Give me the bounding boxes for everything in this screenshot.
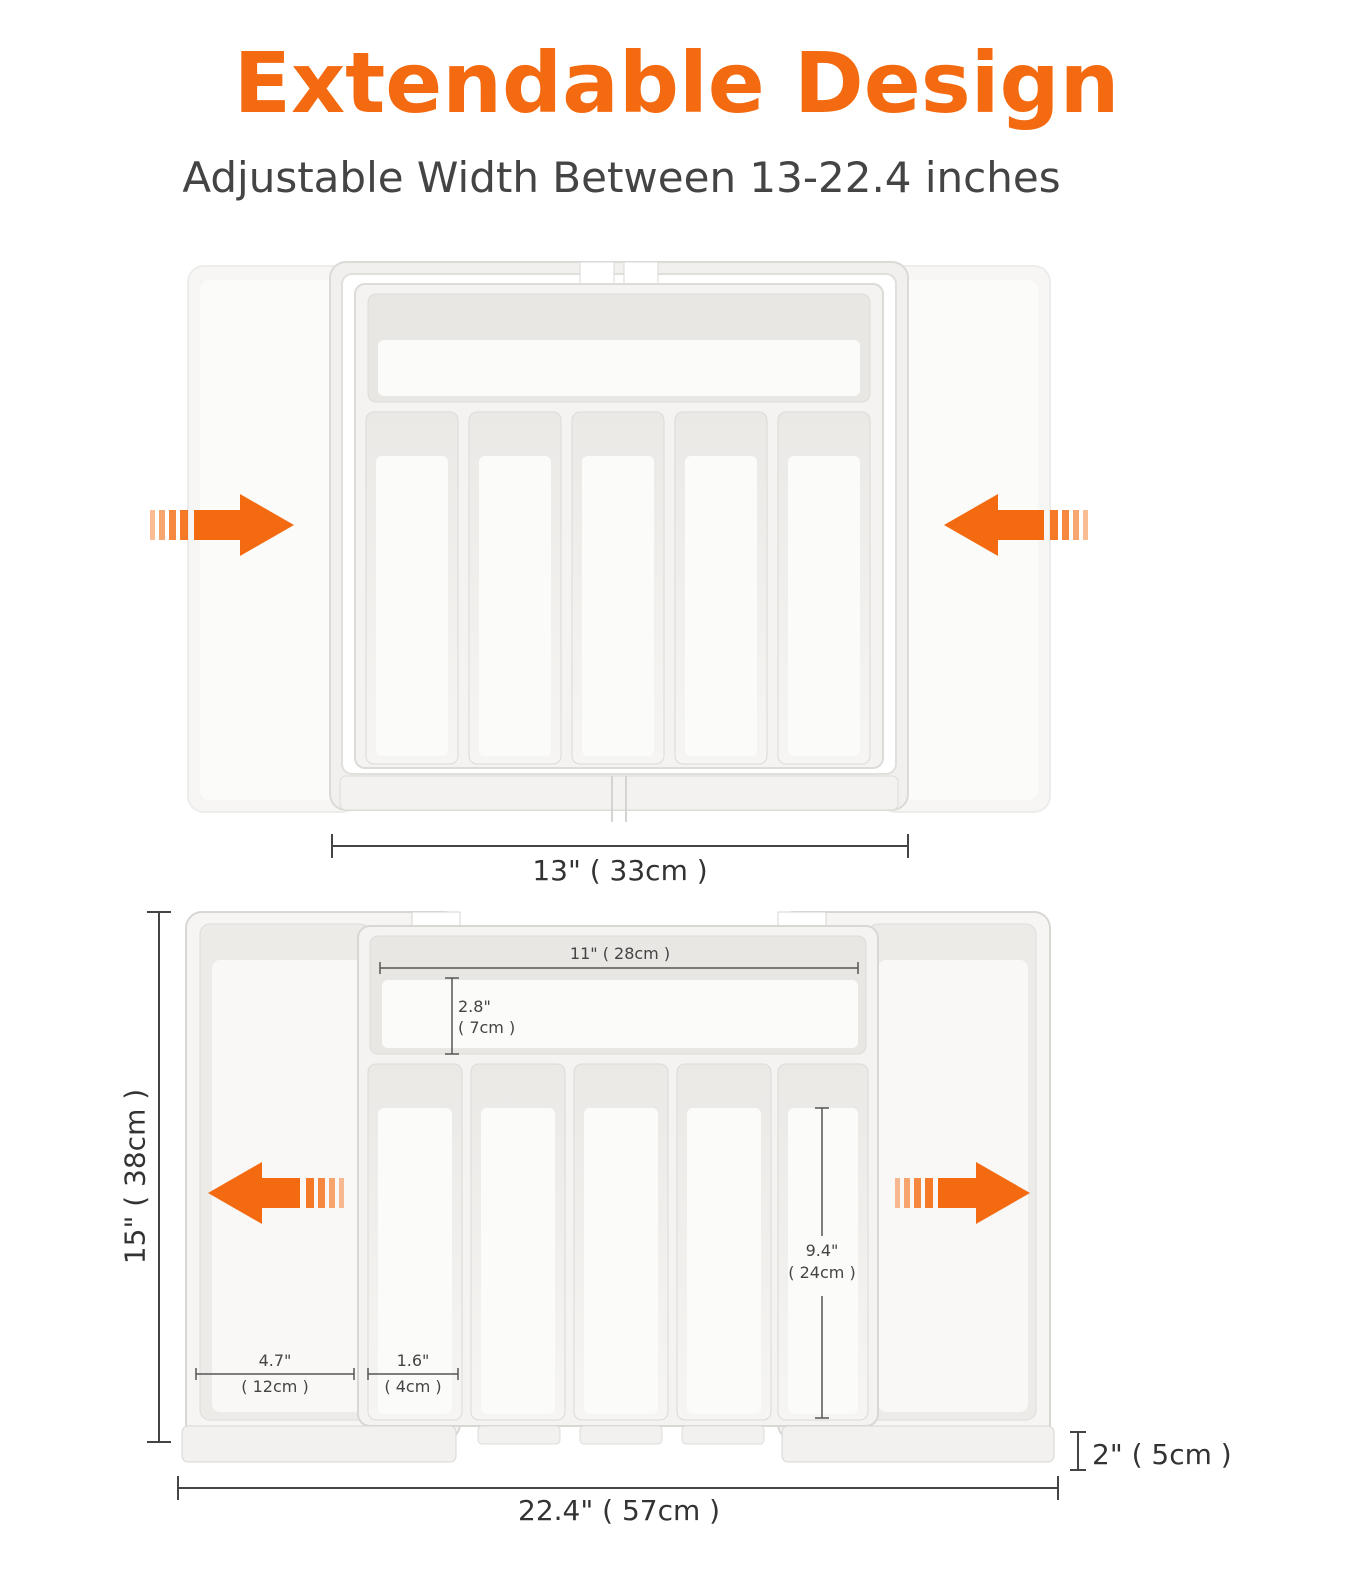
depth-label: 15" ( 38cm ) (118, 1088, 152, 1265)
collapsed-width-label: 13" ( 33cm ) (532, 854, 708, 887)
page-subtitle: Adjustable Width Between 13-22.4 inches (182, 153, 1061, 202)
slot-width-in-label: 1.6" (396, 1351, 430, 1370)
page-title: Extendable Design (233, 34, 1120, 132)
side-width-in-label: 4.7" (258, 1351, 292, 1370)
collapsed-slot (572, 412, 664, 764)
slot-length-cm-label: ( 24cm ) (788, 1263, 856, 1282)
extended-width-label: 22.4" ( 57cm ) (518, 1494, 721, 1527)
compartment-depth-in-label: 2.8" (458, 997, 491, 1016)
slot-width-cm-label: ( 4cm ) (384, 1377, 442, 1396)
collapsed-slot (366, 412, 458, 764)
extended-slot (677, 1064, 771, 1420)
extended-slot (574, 1064, 668, 1420)
collapsed-slot (675, 412, 767, 764)
extended-slot (471, 1064, 565, 1420)
compartment-depth-cm-label: ( 7cm ) (458, 1018, 516, 1037)
collapsed-organizer (188, 262, 1050, 822)
height-label: 2" ( 5cm ) (1092, 1438, 1232, 1471)
collapsed-slot (778, 412, 870, 764)
slot-length-in-label: 9.4" (805, 1241, 839, 1260)
side-width-cm-label: ( 12cm ) (241, 1377, 309, 1396)
collapsed-slot (469, 412, 561, 764)
compartment-width-label: 11" ( 28cm ) (569, 944, 671, 963)
